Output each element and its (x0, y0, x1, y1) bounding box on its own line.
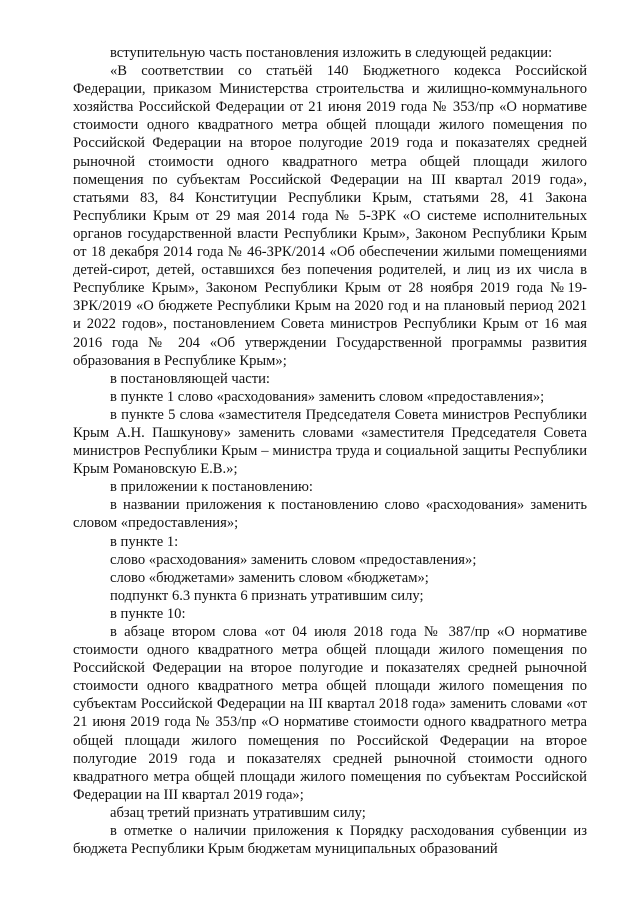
paragraph-appendix-point-1: в пункте 1: (110, 533, 179, 550)
paragraph-point-1: в пункте 1 слово «расходования» заменить словом «предоставления»; (110, 388, 545, 405)
paragraph-point-5: в пункте 5 слова «заместителя Председателя Совета министров Республики Крым А.Н. Пашкунову» заменить словами «заместителя Председателя Совета министров Республики Крым – министра труда и социальной защиты Республики Крым Романовскую Е.В.»; (73, 406, 587, 478)
paragraph-word-replace-1: слово «расходования» заменить словом «предоставления»; (110, 551, 477, 568)
paragraph-appendix-title: в названии приложения к постановлению слово «расходования» заменить словом «предоставления»; (73, 497, 587, 532)
paragraph-second-indent: в абзаце втором слова «от 04 июля 2018 года № 387/пр «О нормативе стоимости одного квадратного метра общей площади жилого помещения по Российской Федерации на второе полугодие и показателях средней рыночной стоимости одного квадратного метра общей площади жилого помещения по субъектам Российской Федерации на III квартал 2018 года» заменить словами «от 21 июня 2019 года № 353/пр «О нормативе стоимости одного квадратного метра общей площади жилого помещения по Российской Федерации на второе полугодие 2019 года и показателях средней рыночной стоимости одного квадратного метра общей площади жилого помещения по субъектам Российской Федерации на III квартал 2019 года»; (73, 624, 587, 803)
paragraph-word-replace-2: слово «бюджетами» заменить словом «бюджетам»; (110, 569, 429, 586)
paragraph-intro: вступительную часть постановления изложить в следующей редакции: (110, 45, 553, 61)
paragraph-subpoint-6-3: подпункт 6.3 пункта 6 признать утратившим силу; (110, 587, 424, 604)
document-page (73, 44, 587, 858)
paragraph-third-indent: абзац третий признать утратившим силу; (110, 804, 366, 821)
paragraph-preamble: «В соответствии со статьёй 140 Бюджетного кодекса Российской Федерации, приказом Министерства строительства и жилищно-коммунального хозяйства Российской Федерации от 21 июня 2019 года № 353/пр «О нормативе стоимости одного квадратного метра общей площади жилого помещения по Российской Федерации на второе полугодие 2019 года и показателях средней рыночной стоимости одного квадратного метра общей площади жилого помещения по субъектам Российской Федерации на III квартал 2019 года», статьями 83, 84 Конституции Республики Крым, статьями 28, 41 Закона Республики Крым от 29 мая 2014 года № 5-ЗРК «О системе исполнительных органов государственной власти Республики Крым», Законом Республики Крым от 18 декабря 2014 года № 46-ЗРК/2014 «Об обеспечении жилыми помещениями детей-сирот, детей, оставшихся без попечения родителей, и лиц из их числа в Республике Крым», Законом Республики Крым от 28 ноября 2019 года №19-ЗРК/2019 «О бюджете Республики Крым на 2020 год и на плановый период 2021 и 2022 годов», постановлением Совета министров Республики Крым от 16 мая 2016 года № 204 «Об утверждении Государственной программы развития образования в Республике Крым»; (73, 63, 587, 369)
paragraph-appendix-mark: в отметке о наличии приложения к Порядку расходования субвенции из бюджета Республики Крым бюджетам муниципальных образований (73, 823, 587, 858)
paragraph-appendix: в приложении к постановлению: (110, 479, 313, 496)
paragraph-operative-part: в постановляющей части: (110, 370, 270, 387)
paragraph-point-10: в пункте 10: (110, 605, 186, 622)
